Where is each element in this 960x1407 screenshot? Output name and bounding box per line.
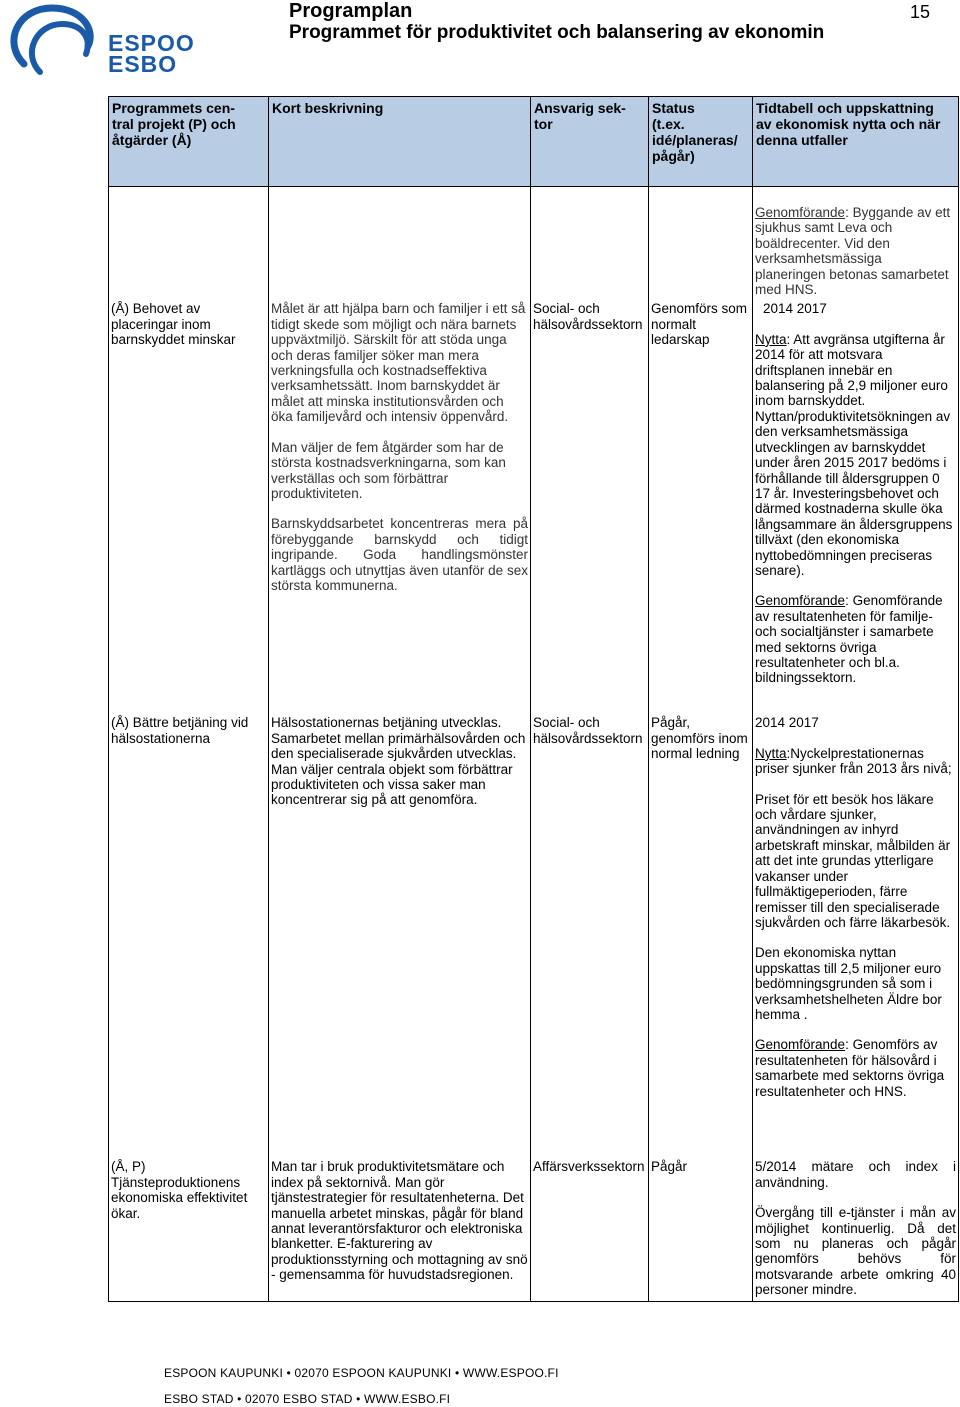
action-cell: (Å) Bättre betjäning vid hälsostationerna bbox=[109, 713, 269, 1157]
sector-cell: Social- och hälsovårdssektorn bbox=[531, 713, 649, 1157]
logo-wordmark: ESPOO ESBO bbox=[108, 30, 195, 77]
status-cell: Genomförs som normalt ledarskap bbox=[649, 299, 753, 713]
sector-cell: Social- och hälsovårdssektorn bbox=[531, 299, 649, 713]
schedule-cell: 5/2014 mätare och index i användning. Övergång till e-tjänster i mån av möjlighet kontinuerlig. Då det som nu planeras och pågår genomförs behövs för motsvarande arbete omkring 40 personer mindre. bbox=[753, 1157, 959, 1302]
status-cell: Pågår, genomförs inom normal ledning bbox=[649, 713, 753, 1157]
page-number: 15 bbox=[909, 2, 930, 22]
description-cell: Målet är att hjälpa barn och familjer i ett så tidigt skede som möjligt och nära barnets uppväxtmiljö. Särskilt för att stöda unga och deras familjer söker man mera verkningsfulla och kostnadseffektiva verksamhetssätt. Inom barnskyddet är målet att minska institutionsvården och öka familjevård och intensiv öppenvård. Man väljer de fem åtgärder som har de största kostnadsverkningarna, som kan verkställas och som förbättrar produktiviteten. Barnskyddsarbetet koncentreras mera på förebyggande barnskydd och tidigt ingripande. Goda handlingsmönster kartläggs och utnyttjas även utanför de sex största kommunerna. bbox=[269, 299, 531, 713]
action-cell: (Å) Behovet av placeringar inom barnskyddet minskar bbox=[109, 299, 269, 713]
document-title: Programplan bbox=[289, 0, 413, 22]
column-header-action: Programmets cen- tral projekt (P) och åtgärder (Å) bbox=[109, 97, 269, 187]
table-row bbox=[109, 1157, 959, 1302]
program-table bbox=[108, 96, 959, 1302]
action-cell: (Å, P) Tjänsteproduktionens ekonomiska effektivitet ökar. bbox=[109, 1157, 269, 1302]
column-header-sector: Ansvarig sek- tor bbox=[531, 97, 649, 187]
table-header-row bbox=[109, 97, 959, 187]
status-cell: Pågår bbox=[649, 1157, 753, 1302]
table-row bbox=[109, 713, 959, 1157]
footer-swedish: ESBO STAD • 02070 ESBO STAD • WWW.ESBO.FI bbox=[164, 1392, 451, 1406]
schedule-cell: Genomförande: Byggande av ett sjukhus samt Leva och boäldrecenter. Vid den verksamhetsmässiga planeringen betonas samarbetet med HNS. bbox=[753, 187, 959, 300]
document-subtitle: Programmet för produktivitet och balansering av ekonomin bbox=[289, 22, 825, 43]
schedule-cell: 2014 2017 Nytta:Nyckelprestationernas priser sjunker från 2013 års nivå; Priset för ett besök hos läkare och vårdare sjunker, användningen av inhyrd arbetskraft minskar, målbilden är att det inte grundas ytterligare vakanser under fullmäktigeperioden, färre remisser till den specialiserade sjukvården och färre läkarbesök. Den ekonomiska nyttan uppskattas till 2,5 miljoner euro bedömningsgrunden så som i verksamhetshelheten Äldre bor hemma . Genomförande: Genomförs av resultatenheten för hälsovård i samarbete med sektorns övriga resultatenheter och HNS. bbox=[753, 713, 959, 1157]
schedule-cell: 2014 2017 Nytta: Att avgränsa utgifterna år 2014 för att motsvara driftsplanen innebär en balansering på 2,9 miljoner euro inom barnskyddet. Nyttan/produktivitetsökningen av den verksamhetsmässiga utvecklingen av barnskyddet under åren 2015 2017 bedöms i förhållande till åldersgruppen 0 17 år. Investeringsbehovet och därmed kostnaderna skulle öka långsammare än åldersgruppens tillväxt (den ekonomiska nyttobedömningen preciseras senare). Genomförande: Genomförande av resultatenheten för familje- och socialtjänster i samarbete med sektorns övriga resultatenheter och bl.a. bildningssektorn. bbox=[753, 299, 959, 713]
sector-cell: Affärsverkssektorn bbox=[531, 1157, 649, 1302]
table-row bbox=[109, 299, 959, 713]
description-cell: Hälsostationernas betjäning utvecklas. Samarbetet mellan primärhälsovården och den specialiserade sjukvården utvecklas. Man väljer centrala objekt som förbättrar produktiviteten och vissa saker man koncentrerar sig på att genomföra. bbox=[269, 713, 531, 1157]
table-row bbox=[109, 187, 959, 300]
column-header-description: Kort beskrivning bbox=[269, 97, 531, 187]
column-header-status: Status (t.ex. idé/planeras/ pågår) bbox=[649, 97, 753, 187]
column-header-schedule: Tidtabell och uppskattning av ekonomisk nytta och när denna utfaller bbox=[753, 97, 959, 187]
footer-finnish: ESPOON KAUPUNKI • 02070 ESPOON KAUPUNKI • WWW.ESPOO.FI bbox=[164, 1366, 559, 1380]
description-cell: Man tar i bruk produktivitetsmätare och index på sektornivå. Man gör tjänstestrategier för resultatenheterna. Det manuella arbetet minskas, pågår för bland annat leverantörsfakturor och elektroniska blanketter. E-fakturering av produktionsstyrning och mottagning av snö - gemensamma för huvudstadsregionen. bbox=[269, 1157, 531, 1302]
